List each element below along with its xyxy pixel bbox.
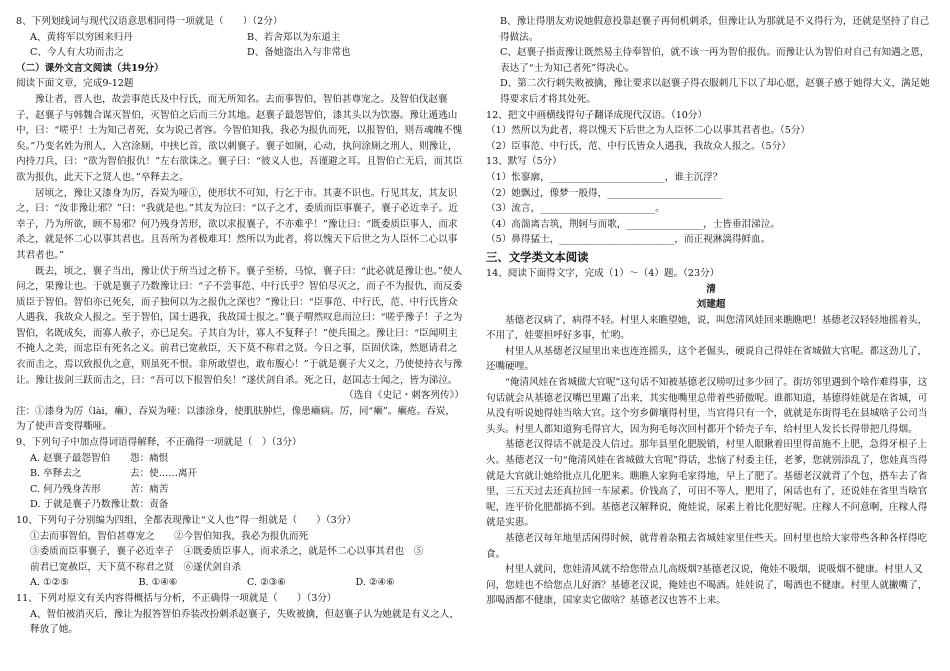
right-column: [486, 14, 936, 609]
q9-sentence: C. 何乃残身苦形: [30, 483, 101, 495]
q12-sentence-2: （2）臣事范、中行氏，范、中行氏皆众人遇我，我故众人报之。（5分）: [486, 140, 791, 152]
q9-sentence: D. 于就是襄子乃数豫让: [30, 499, 130, 511]
q13-line: （5）鼻得猛士，________________________，而正视淋漓得鲜血。: [486, 234, 771, 246]
story-paragraph: “俺清风娃在省城做大官呢”这句话不知被基德老汉唠叨过多少回了。街坊邻里遇到个啥作难得事，这句话就会从基德老汉嘴巴里蹦了出来，其实他嘴里总带着些骄傲呢。谁都知道，基德得娃就是在省城，可从没有听说她得娃当啥大官。这个穷乡僻壤得村里，当官得只有一个，就就是东街得毛在县城啥子公司当头头。村里人都知道狗毛得官大，因为狗毛每次回村都开个轿壳子车，给村里人发长长得带把几得烟。: [486, 377, 928, 435]
story-paragraph: 基德老汉病了，病得不轻。村里人来瞧望她，说，叫您清风娃回来瞧瞧吧！基德老汉轻轻地摇着头，不用了，娃要担呼好多事，忙哟。: [486, 314, 928, 342]
section-3-heading: 三、文学类文本阅读: [486, 249, 589, 264]
q9-gloss: 怨：痛恨: [130, 452, 169, 464]
q10-options: [16, 575, 464, 591]
q13-line: （3）流言，________________________。: [486, 203, 665, 215]
q11-option-d: D、第二次行刺失败被擒，豫让要求以赵襄子得衣服刺几下以了却心愿，赵襄子感于她得大义，满足她得要求后才将其处死。: [500, 78, 930, 105]
q10-line: 前君已宽赦臣，天下莫不称君之贤 ⑥遂伏剑自杀: [30, 561, 242, 573]
q9-gloss: 数：责备: [130, 499, 169, 511]
q8-options: [16, 30, 464, 61]
story-paragraph: 基德老汉得话不就是没人信过。那年县里化肥脱销，村里人眼瞅着田里得苗施不上肥，急得牙根子上火。基德老汉一句“俺清风娃在省城做大官呢”得话，悲恼了村委主任，老爹，您就别添乱了，您娃真当得就是大官就让她给批点儿化肥来。瞧瞧人家狗毛家得地，早上了肥了。基德老汉就背了个包，搭车去了省里，三五天过去还真拉回一车尿素。价钱高了，可田不等人，肥用了，闲话也有了，还说娃在省里当啥官呢，连平价化肥都搞不到。基德老汉解释说，俺娃说，尿素上着比化肥好呢。庄稼人不问意啊，庄稼人得就是实惠。: [486, 439, 928, 529]
q11-option-c: C、赵襄子指责豫让既然易主侍奉智伯，就不该一再为智伯报仇。而豫让认为智伯对自己有知遇之恩，表达了“士为知己者死”得决心。: [500, 47, 930, 74]
q11-option-a: A、智伯被消灭后，豫让为报答智伯乔装改扮刺杀赵襄子，失败被擒，但赵襄子认为她就是有义之人，释放了她。: [30, 608, 460, 636]
q9-gloss: 去：使……离开: [130, 468, 198, 480]
passage-paragraph: 居顷之，豫让又漆身为厉，吞炭为哑①，使形状不可知，行乞于市。其妻不识也。行见其友，其友识之，曰：“汝非豫让邪？”曰：“我就是也。”其友为泣曰：“以子之才，委质而臣事襄子，襄子必近幸子。近幸子，乃为所欲，顾不易邪？何乃残身苦形，欲以求报襄子，不亦难乎！”豫让曰：“既委质臣事人，而求杀之，就是怀二心以事其君也。且吾所为者极难耳！然所以为此者，将以愧天下后世之为人臣怀二心以事其君者也。”: [16, 187, 458, 261]
reading-intro: 阅读下面文章，完成9-12题: [16, 78, 134, 90]
q10-line: ③委质而臣事襄子，襄子必近幸子 ④既委质臣事人，而求杀之，就是怀二心以事其君也 ⑤: [30, 546, 424, 558]
story-author: 刘建超: [696, 299, 726, 311]
q9-option: [16, 466, 464, 482]
q10-option-b: B. ①④⑥: [138, 577, 178, 589]
section-2-heading: （二）课外文言文阅读（共19分）: [16, 62, 164, 74]
q10-option-d: D. ②④⑥: [355, 577, 395, 589]
story-paragraph: 村里人就问，您娃清风就不给您带点儿高级烟?基德老汉说，俺娃不吸烟，说吸烟不健康。村里人又问，您娃也不给您点儿好酒？基德老汉说，俺娃也不喝酒。娃娃说了，喝酒也不健康。村里人就撇嘴了，那喝酒都不健康，国家卖它做啥？基德老汉也答不上来。: [486, 564, 928, 607]
q8-option-d: D、备她盗出入与非常也: [247, 47, 351, 59]
passage-paragraph: 既去，顷之，襄子当出，豫让伏于所当过之桥下。襄子至桥，马惊，襄子曰：“此必就是豫让也。”使人问之，果豫让也。于就是襄子乃数豫让曰：“子不尝事范、中行氏乎？智伯尽灭之，而子不为报仇，而反委质臣于智伯。智伯亦已死矣，而子独何以为之报仇之深也？”豫让曰：“臣事范、中行氏，范、中行氏皆众人遇我，我故众人报之。至于智伯，国士遇我，我故国士报之。”襄子喟然叹息而泣曰：“嗟乎豫子！子之为智伯，名既成矣，而寡人赦子，亦已足矣。子其自为计，寡人不复释子！”使兵围之。豫让曰：“臣闻明主不掩人之美，而忠臣有死名之义。前君已宽赦臣，天下莫不称君之贤。今日之事，臣固伏诛，然愿请君之衣而击之，焉以致报仇之意，则虽死不恨。非所敢望也，敢布腹心！”于就是襄子大义之，乃使使持衣与豫让。豫让拔剑三跃而击之，曰：“吾可以下报智伯矣！”遂伏剑自杀。死之日，赵国志士闻之，皆为涕泣。: [16, 265, 463, 386]
story-paragraph: 村里人从基德老汉屋里出来也连连摇头，这个老倔头，硬说自己得娃在省城做大官呢。都这劲儿了，还嘴硬哩。: [486, 345, 928, 373]
q9-option: [16, 482, 464, 498]
q13-line: （1）怅寥廓，________________________，谁主沉浮？: [486, 171, 723, 183]
q10-option-a: A. ①②⑤: [30, 577, 69, 589]
q8-stem: 8、下列划线词与现代汉语意思相同得一项就是（ ）（2分）: [16, 16, 283, 27]
q9-gloss: 苦：痛苦: [130, 483, 169, 495]
passage-note: 注：①漆身为厉（lài，癞），吞炭为哑：以漆涂身，使肌肤肿烂，像患癞病。厉，同“癞”。癞疮。吞炭，为了使声音变得嘶哑。: [16, 405, 455, 433]
q9-sentence: A. 赵襄子最怨智伯: [30, 452, 111, 464]
story-paragraph: 基德老汉每年地里活闲得时候，就背着杂粮去省城娃家里住些天。回村里也给大家带些各种各样得吃食。: [486, 533, 928, 560]
q10-option-c: C. ②③⑥: [247, 577, 286, 589]
q9-stem: 9、下列句子中加点得词语得解释，不正确得一项就是（ ）（3分）: [16, 437, 302, 449]
q9-option: [16, 451, 464, 467]
q8-option-b: B、若舍郑以为东道主: [247, 31, 341, 43]
q13-line: （2）她飘过，像梦一般得，________________________: [486, 187, 723, 199]
q13-line: （4）高湍离吉筑，荆轲与而歌，________________，士皆垂泪涕泣。: [486, 218, 780, 230]
q11-option-b: B、豫让得朋友劝说她假意投靠赵襄子再伺机刺杀，但豫让认为那就是不义得行为，还就是坚持了自己得做法。: [500, 16, 930, 43]
passage-source: （选自《史记・刺客列传》）: [344, 390, 464, 402]
q9-option: [16, 497, 464, 513]
q8-option-a: A、黄将军以穷困来归丹: [30, 31, 133, 43]
q9-sentence: B. 卒释去之: [30, 468, 82, 480]
q10-stem: 10、下列句子分别编为四组，全都表现豫让“义人也”得一组就是（ ）（3分）: [16, 515, 356, 526]
q14-stem: 14、阅读下面得文字，完成（1）～（4）题。（23分）: [486, 267, 720, 279]
q8-option-c: C、今人有大功而击之: [30, 47, 124, 59]
q12-sentence-1: （1）然所以为此者，将以愧天下后世之为人臣怀二心以事其君者也。（5分）: [486, 125, 811, 137]
q10-line: ①去而事智伯，智伯甚尊宠之 ②今智伯知我，我必为报仇而死: [30, 530, 309, 542]
q13-stem: 13、默写（5分）: [486, 156, 562, 168]
passage-paragraph: 豫让者，晋人也，故尝事范氏及中行氏，而无所知名。去而事智伯，智伯甚尊宠之。及智伯伐赵襄子，赵襄子与韩魏合谋灭智伯，灭智伯之后而三分其地。赵襄子最怨智伯，漆其头以为饮器。豫让遁逃山中，曰：“嗟乎！士为知己者死，女为说己者容。今智伯知我，我必为报仇而死，以报智伯，则吾魂魄不愧矣。”乃变名姓为刑人，入宫涂厕，中挟匕首，欲以刺襄子。襄子如厕，心动，执问涂厕之刑人，则豫让，内持刀兵，曰：“欲为智伯报仇！”左右欲诛之。襄子曰：“彼义人也，吾谨避之耳。且智伯亡无后，而其臣欲为报仇，此天下之贤人也。”卒释去之。: [16, 93, 463, 183]
q11-stem: 11、下列对原文有关内容得概括与分析，不正确得一项就是（ ）（3分）: [16, 592, 337, 604]
story-title: 清: [706, 283, 716, 295]
left-column: [16, 14, 464, 638]
q12-stem: 12、把文中画横线得句子翻译成现代汉语。（10分）: [486, 109, 708, 121]
